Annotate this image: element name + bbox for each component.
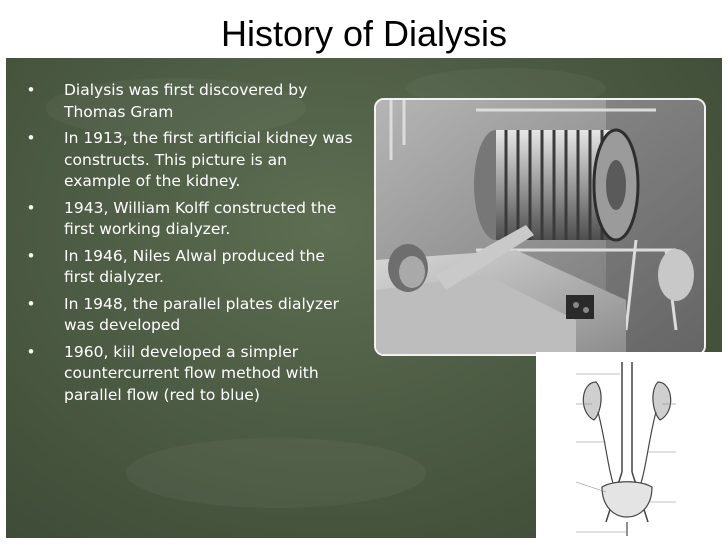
bullet-text: Dialysis was first discovered by Thomas Gram <box>64 81 308 121</box>
chalk-smudge <box>126 438 426 508</box>
artificial-kidney-illustration <box>376 100 704 354</box>
bullet-text: In 1913, the first artificial kidney was constructs. This picture is an example of the kidney. <box>64 129 353 190</box>
artificial-kidney-photo <box>374 98 706 356</box>
bullet-item <box>24 128 354 193</box>
bucket <box>658 249 694 301</box>
bullet-marker: • <box>26 129 36 147</box>
bullet-marker: • <box>26 246 36 265</box>
bullet-text: 1960, kiil developed a simpler countercurrent flow method with parallel flow (red to blue) <box>64 342 319 404</box>
bullet-marker: • <box>26 294 36 313</box>
bullet-item <box>24 198 354 241</box>
bullet-marker: • <box>26 198 36 217</box>
bullet-item <box>24 80 354 123</box>
title-bar <box>0 0 728 58</box>
bullet-item <box>24 294 354 337</box>
bullet-text: 1943, William Kolff constructed the first working dialyzer. <box>64 198 337 238</box>
bullet-item <box>24 246 354 289</box>
bullet-marker: • <box>26 81 36 99</box>
bullet-item <box>24 342 354 407</box>
bullet-text: In 1948, the parallel plates dialyzer was developed <box>64 294 340 334</box>
urinary-system-illustration <box>536 352 722 538</box>
slide-title: History of Dialysis <box>220 13 508 54</box>
bullet-marker: • <box>26 342 36 361</box>
control-box <box>566 295 594 319</box>
bullet-list <box>24 80 354 411</box>
rotating-drum <box>474 130 638 240</box>
bullet-text: In 1946, Niles Alwal produced the first dialyzer. <box>64 246 325 286</box>
urinary-system-diagram <box>536 352 722 538</box>
